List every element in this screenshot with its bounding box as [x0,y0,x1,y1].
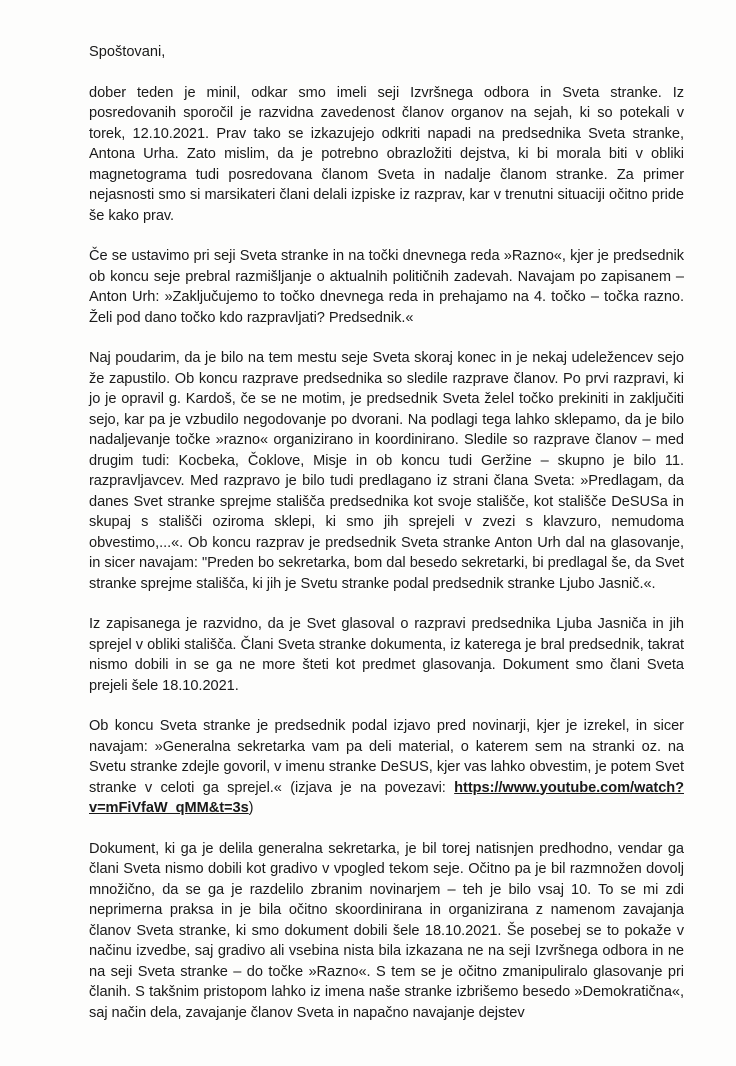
paragraph-document: Dokument, ki ga je delila generalna sekretarka, je bil torej natisnjen predhodno, vendar ga člani Sveta nismo dobili kot gradivo v vpogled tekom seje. Očitno pa je bil razmnožen dovolj množično, da se ga je razdelilo zbranim novinarjem – teh je bilo vsaj 10. To se mi zdi neprimerna praksa in je bila očitno skoordinirana in organizirana z namenom zavajanja članov Sveta stranke, ki smo dokument dobili šele 18.10.2021. Še posebej se to pokaže v načinu izvedbe, saj gradivo ali vsebina nista bila izkazana ne na seji Izvršnega odbora in ne na seji Sveta stranke – do točke »Razno«. S tem se je očitno zmanipuliralo glasovanje pri članih. S takšnim pristopom lahko iz imena naše stranke izbrišemo besedo »Demokratična«, saj način dela, zavajanje članov Sveta in napačno navajanje dejstev [89,840,684,1021]
paragraph-agenda-item: Če se ustavimo pri seji Sveta stranke in na točki dnevnega reda »Razno«, kjer je predsednik ob koncu seje prebral razmišljanje o aktualnih političnih zadevah. Navajam po zapisanem – Anton Urh: »Zaključujemo to točko dnevnega reda in prehajamo na 4. točko – točka razno. Želi pod dano točko kdo razpravljati? Predsednik.« [89,248,684,326]
youtube-link[interactable]: https://www.youtube.com/watch?v=mFiVfaW_qMM&t=3s [89,779,684,816]
press-statement-end: ) [248,800,254,816]
greeting: Spoštovani, [89,44,166,60]
paragraph-intro: dober teden je minil, odkar smo imeli seji Izvršnega odbora in Sveta stranke. Iz posredovanih sporočil je razvidna zavedenost članov organov na sejah, ki so potekali v torek, 12.10.2021. Prav tako se izkazujejo odkriti napadi na predsednika Sveta stranke, Antona Urha. Zato mislim, da je potrebno obrazložiti dejstva, ki bi morala biti v obliki magnetograma tudi posredovana članom Sveta in nadalje članom stranke. Za primer nejasnosti smo si marsikateri člani delali izpiske iz razprav, kar v trenutni situaciji očitno pride še kako prav. [89,84,684,224]
press-statement-text: Ob koncu Sveta stranke je predsednik podal izjavo pred novinarji, kjer je izrekel, in sicer navajam: »Generalna sekretarka vam pa deli material, o katerem sem na stranki oz. na Svetu stranke zdejle govoril, v imenu stranke DeSUS, kjer vas lahko obvestim, je potem Svet stranke v celoti ga sprejel.« (izjava je na povezavi: [89,718,684,796]
paragraph-vote: Iz zapisanega je razvidno, da je Svet glasoval o razpravi predsednika Ljuba Jasniča in jih sprejel v obliki stališča. Člani Sveta stranke dokumenta, iz katerega je bral predsednik, takrat nismo dobili in se ga ne more šteti kot predmet glasovanja. Dokument smo člani Sveta prejeli šele 18.10.2021. [89,616,684,694]
paragraph-press-statement [89,716,684,819]
paragraph-discussion: Naj poudarim, da je bilo na tem mestu seje Sveta skoraj konec in je nekaj udeležencev sejo že zapustilo. Ob koncu razprave predsednika so sledile razprave članov. Po prvi razpravi, ki jo je opravil g. Kardoš, če se ne motim, je predsednik Sveta želel točko prekiniti in zaključiti sejo, kar pa je vzbudilo negodovanje po dvorani. Na podlagi tega lahko sklepamo, da je bilo nadaljevanje točke »razno« organizirano in koordinirano. Sledile so razprave članov – med drugim tudi: Kocbeka, Čoklove, Misje in ob koncu tudi Geržine – skupno je bilo 11. razpravljavcev. Med razpravo je bilo tudi predlagano iz strani člana Sveta: »Predlagam, da danes Svet stranke sprejme stališča predsednika kot svoje stališče, kot stališče DeSUSa in skupaj s stališči oziroma sklepi, ki smo jih sprejeli v zvezi s klavzuro, nemudoma obvestimo,...«. Ob koncu razprav je predsednik Sveta stranke Anton Urh dal na glasovanje, in sicer navajam: "Preden bo sekretarka, bom dal besedo sekretarki, bi predlagal še, da Svet stranke sprejme stališča, ki jih je Svetu stranke podal predsednik stranke Ljubo Jasnič.«. [89,350,684,592]
